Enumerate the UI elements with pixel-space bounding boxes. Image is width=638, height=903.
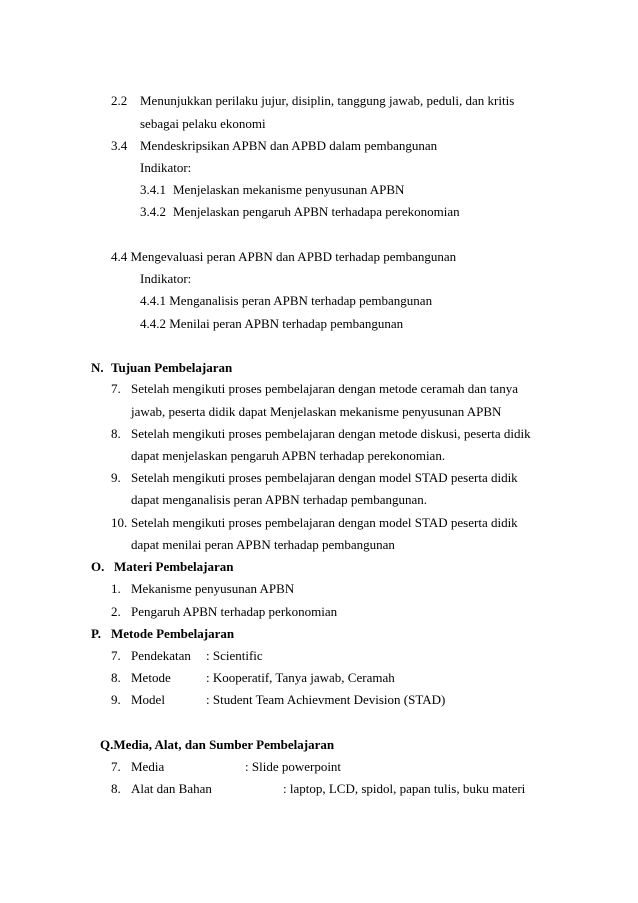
list-item-number: 2. [111, 604, 121, 619]
list-item-number: 7. [111, 381, 121, 396]
method-value: : Scientific [206, 648, 263, 663]
section-p-letter: P. [91, 626, 101, 641]
list-item-number: 9. [111, 470, 121, 485]
section-q-title: Q.Media, Alat, dan Sumber Pembelajaran [100, 737, 335, 752]
list-item-number: 7. [111, 648, 121, 663]
list-item-text-cont: dapat menilai peran APBN terhadap pembangunan [131, 537, 395, 552]
indicator-2-2-number: 2.2 [111, 93, 128, 108]
list-item-number: 7. [111, 759, 121, 774]
list-item-text: Setelah mengikuti proses pembelajaran dengan metode diskusi, peserta didik [131, 426, 531, 441]
list-item-text: Setelah mengikuti proses pembelajaran dengan model STAD peserta didik [131, 515, 518, 530]
method-label: Model [131, 692, 165, 707]
method-label: Metode [131, 670, 171, 685]
indikator-label: Indikator: [140, 160, 192, 175]
section-n-title: Tujuan Pembelajaran [111, 360, 233, 375]
indicator-4-4-2-text: 4.4.2 Menilai peran APBN terhadap pembangunan [140, 316, 404, 331]
list-item-text: Pengaruh APBN terhadap perkonomian [131, 604, 338, 619]
list-item-number: 8. [111, 670, 121, 685]
resource-label: Media [131, 759, 165, 774]
indicator-3-4-text: Mendeskripsikan APBN dan APBD dalam pembangunan [140, 138, 438, 153]
indicator-4-4-text: 4.4 Mengevaluasi peran APBN dan APBD terhadap pembangunan [111, 249, 457, 264]
indicator-3-4-1-number: 3.4.1 [140, 182, 166, 197]
list-item-text-cont: dapat menjelaskan pengaruh APBN terhadap perekonomian. [131, 448, 446, 463]
indicator-2-2-text-cont: sebagai pelaku ekonomi [140, 116, 266, 131]
section-n-letter: N. [91, 360, 104, 375]
list-item-number: 1. [111, 581, 121, 596]
section-o-title: Materi Pembelajaran [114, 559, 234, 574]
indicator-3-4-1-text: Menjelaskan mekanisme penyusunan APBN [173, 182, 405, 197]
indicator-3-4-2-number: 3.4.2 [140, 204, 166, 219]
section-p-title: Metode Pembelajaran [111, 626, 235, 641]
list-item-number: 10. [111, 515, 128, 530]
section-o-letter: O. [91, 559, 105, 574]
list-item-number: 8. [111, 781, 121, 796]
indikator-label: Indikator: [140, 271, 192, 286]
list-item-text-cont: dapat menganalisis peran APBN terhadap pembangunan. [131, 492, 428, 507]
resource-value: : laptop, LCD, spidol, papan tulis, buku materi [283, 781, 526, 796]
list-item-text-cont: jawab, peserta didik dapat Menjelaskan mekanisme penyusunan APBN [131, 404, 502, 419]
resource-value: : Slide powerpoint [245, 759, 342, 774]
list-item-number: 8. [111, 426, 121, 441]
list-item-text: Mekanisme penyusunan APBN [131, 581, 295, 596]
indicator-4-4-1-text: 4.4.1 Menganalisis peran APBN terhadap pembangunan [140, 293, 433, 308]
method-value: : Kooperatif, Tanya jawab, Ceramah [206, 670, 395, 685]
method-label: Pendekatan [131, 648, 191, 663]
list-item-text: Setelah mengikuti proses pembelajaran dengan model STAD peserta didik [131, 470, 518, 485]
list-item-text: Setelah mengikuti proses pembelajaran dengan metode ceramah dan tanya [131, 381, 518, 396]
method-value: : Student Team Achievment Devision (STAD) [206, 692, 446, 707]
resource-label: Alat dan Bahan [131, 781, 212, 796]
indicator-3-4-number: 3.4 [111, 138, 128, 153]
indicator-2-2-text: Menunjukkan perilaku jujur, disiplin, tanggung jawab, peduli, dan kritis [140, 93, 515, 108]
list-item-number: 9. [111, 692, 121, 707]
indicator-3-4-2-text: Menjelaskan pengaruh APBN terhadapa perekonomian [173, 204, 460, 219]
